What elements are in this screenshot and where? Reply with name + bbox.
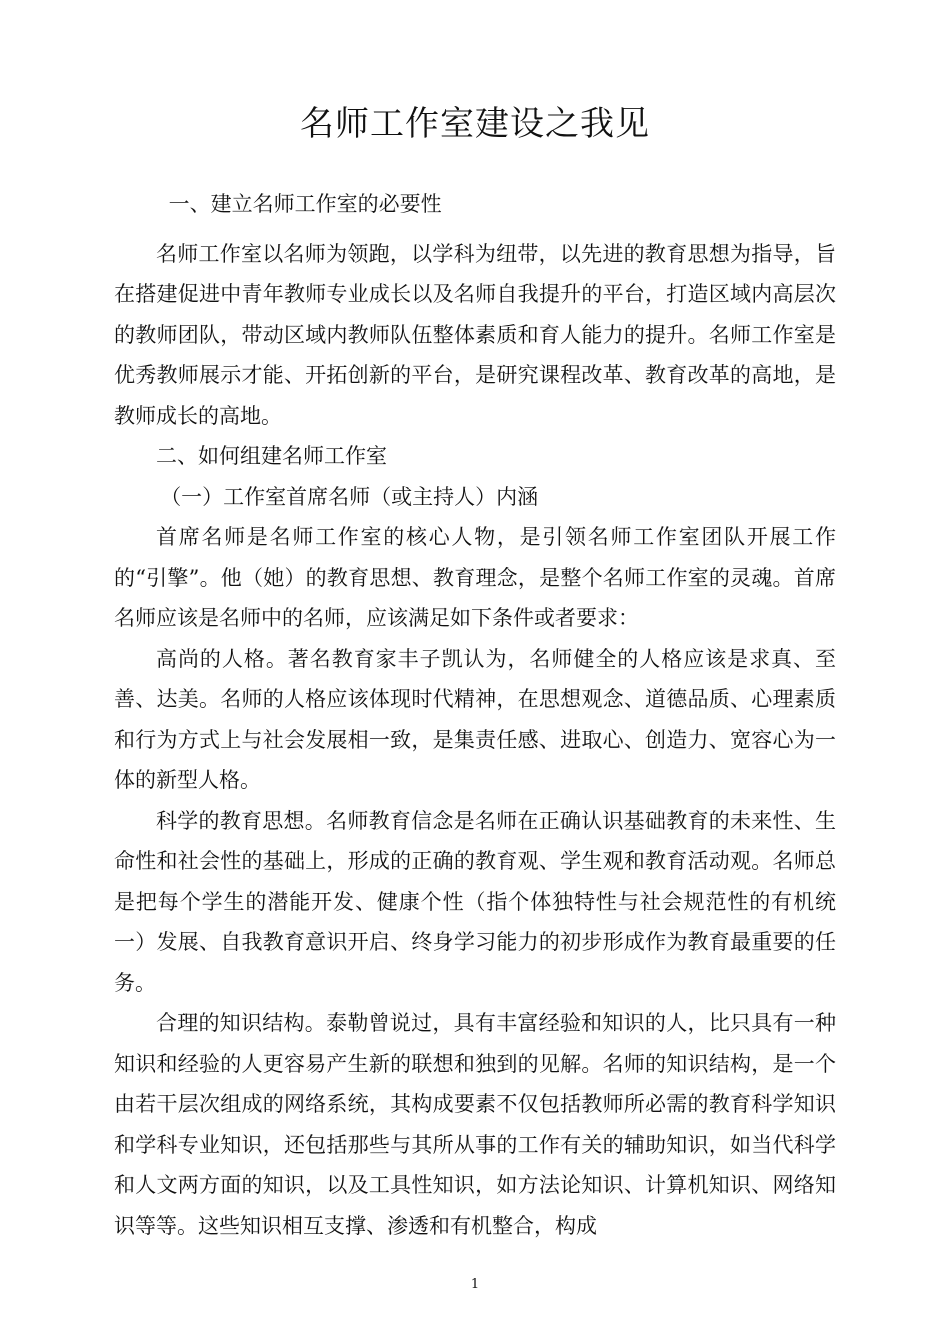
paragraph-3: 高尚的人格。著名教育家丰子凯认为，名师健全的人格应该是求真、至善、达美。名师的人格应该体现时代精神，在思想观念、道德品质、心理素质和行为方式上与社会发展相一致，是集责任感、进取心、创造力、宽容心为一体的新型人格。: [114, 646, 836, 792]
section-heading-1: 一、建立名师工作室的必要性: [168, 192, 442, 216]
paragraph-2: 首席名师是名师工作室的核心人物，是引领名师工作室团队开展工作的“引擎”。他（她）的教育思想、教育理念，是整个名师工作室的灵魂。首席名师应该是名师中的名师，应该满足如下条件或者要求：: [114, 525, 836, 630]
paragraph-5: 合理的知识结构。泰勒曾说过，具有丰富经验和知识的人，比只具有一种知识和经验的人更容易产生新的联想和独到的见解。名师的知识结构，是一个由若干层次组成的网络系统，其构成要素不仅包括教师所必需的教育科学知识和学科专业知识，还包括那些与其所从事的工作有关的辅助知识，如当代科学和人文两方面的知识，以及工具性知识，如方法论知识、计算机知识、网络知识等等。这些知识相互支撑、渗透和有机整合，构成: [114, 1011, 836, 1238]
subsection-heading-1: （一）工作室首席名师（或主持人）内涵: [160, 484, 539, 509]
section-heading-2: 二、如何组建名师工作室: [156, 444, 387, 468]
page-number: 1: [470, 1277, 480, 1292]
paragraph-4: 科学的教育思想。名师教育信念是名师在正确认识基础教育的未来性、生命性和社会性的基础上，形成的正确的教育观、学生观和教育活动观。名师总是把每个学生的潜能开发、健康个性（指个体独特性与社会规范性的有机统一）发展、自我教育意识开启、终身学习能力的初步形成作为教育最重要的任务。: [114, 808, 836, 995]
page-title: 名师工作室建设之我见: [300, 104, 650, 144]
document-body: [114, 184, 836, 1246]
paragraph-1: 名师工作室以名师为领跑，以学科为纽带，以先进的教育思想为指导，旨在搭建促进中青年教师专业成长以及名师自我提升的平台，打造区域内高层次的教师团队，带动区域内教师队伍整体素质和育人能力的提升。名师工作室是优秀教师展示才能、开拓创新的平台，是研究课程改革、教育改革的高地，是教师成长的高地。: [114, 241, 836, 428]
